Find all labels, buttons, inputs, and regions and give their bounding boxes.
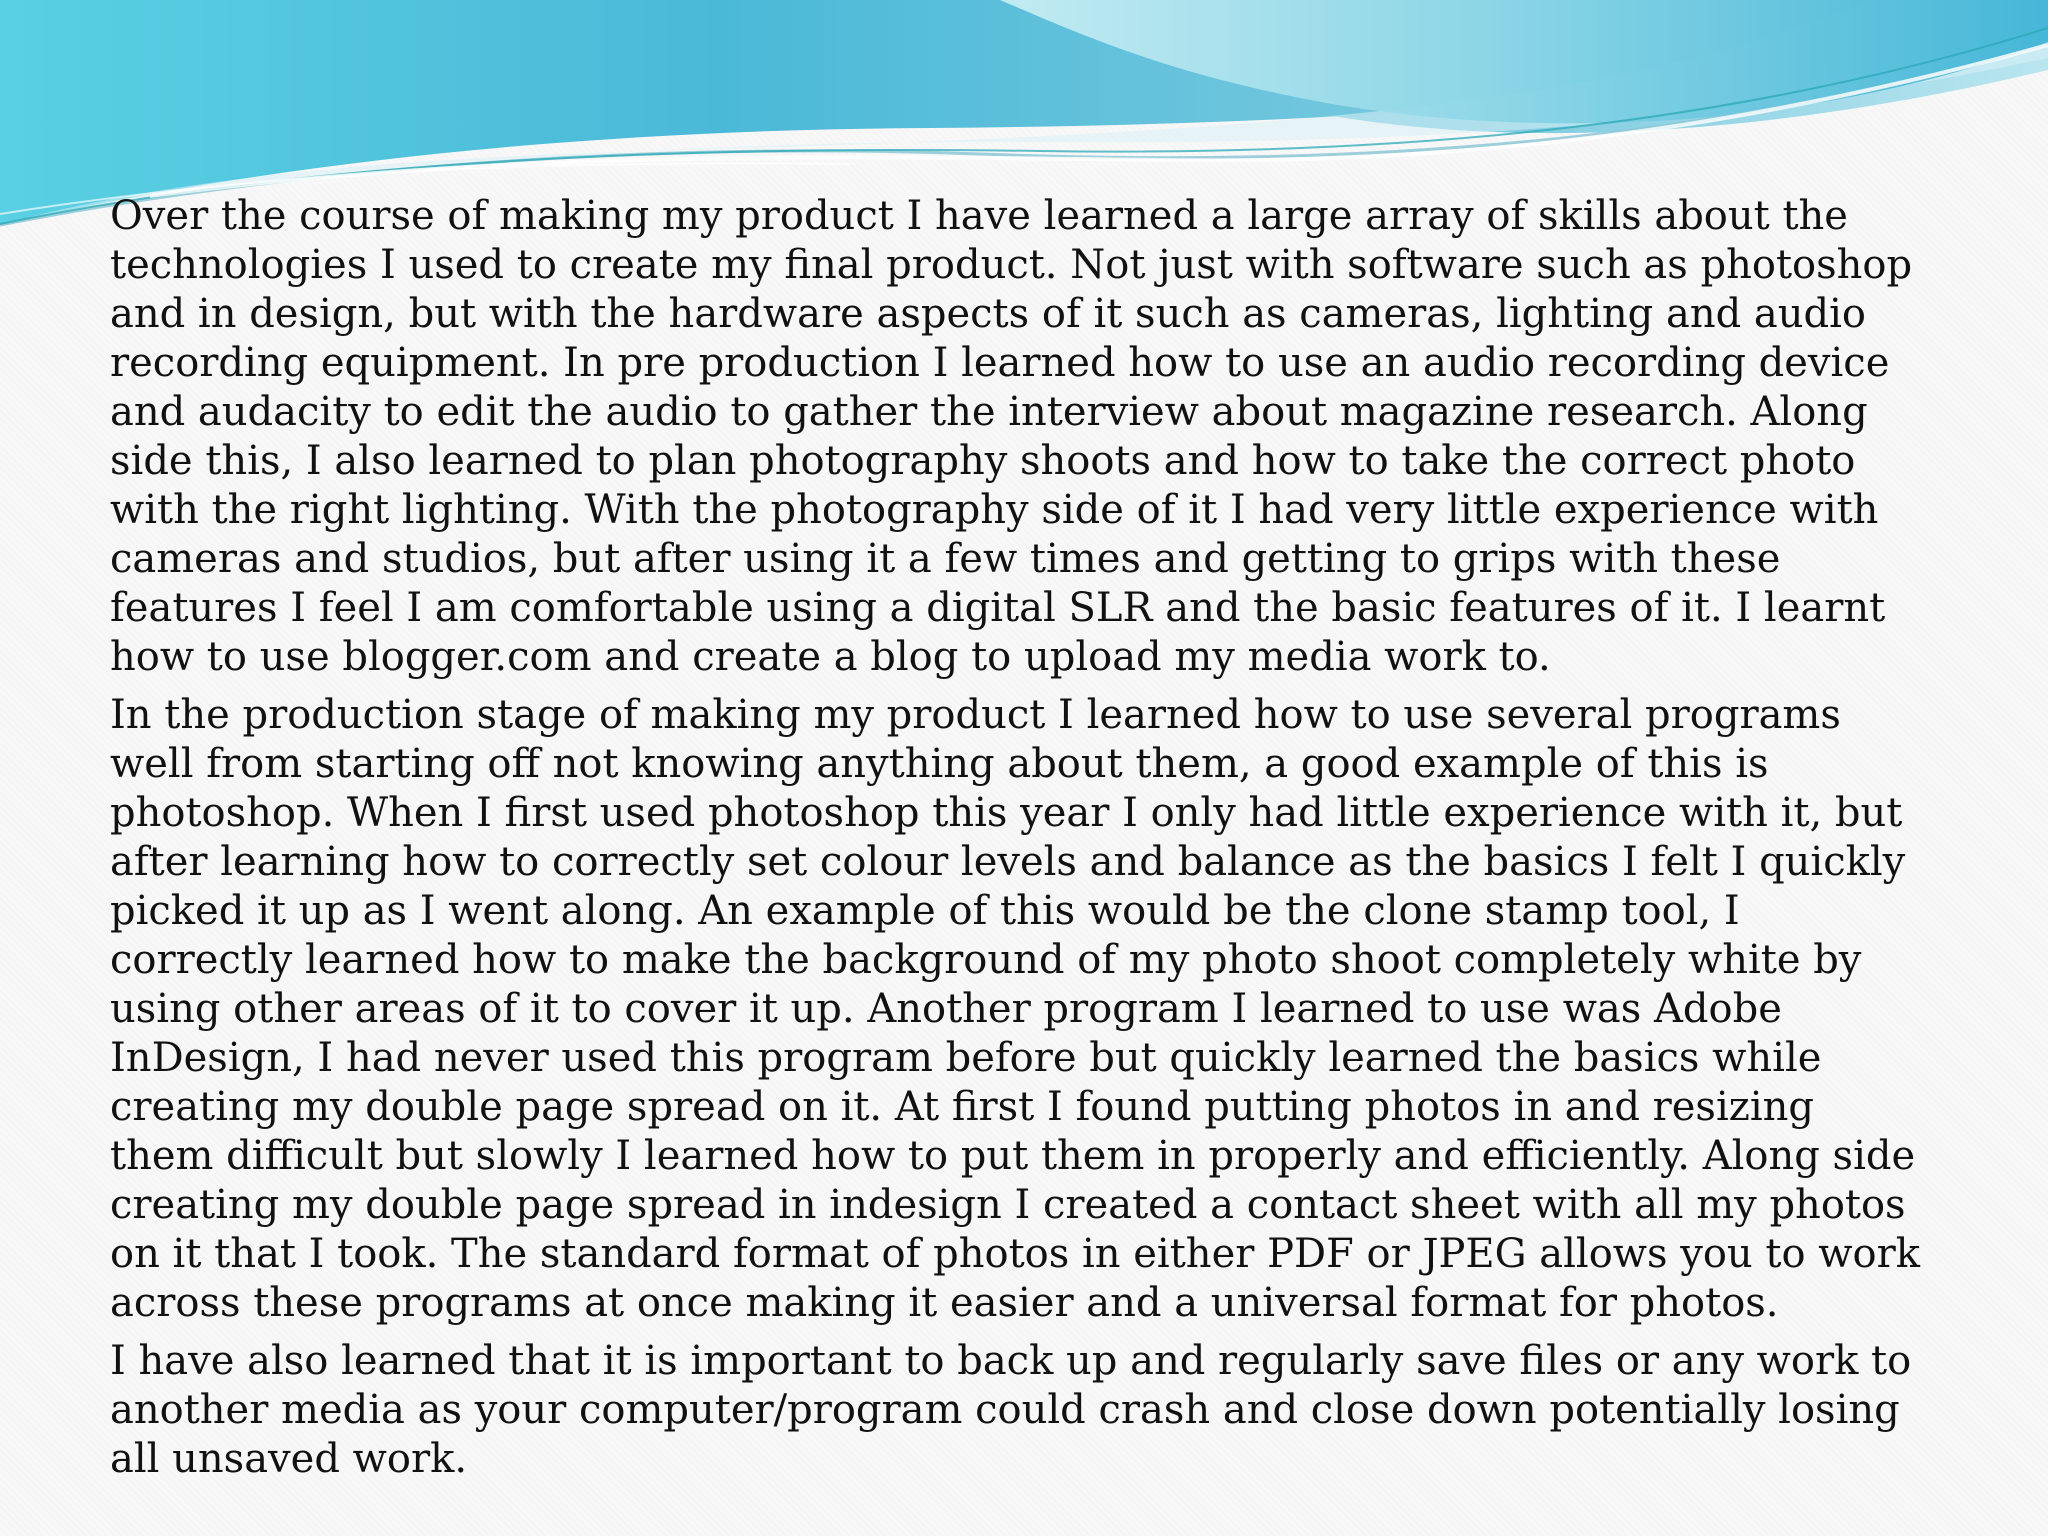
paragraph-pre-production: Over the course of making my product I have learned a large array of skills about the technologies I used to create my final product. Not just with software such as photoshop and in design, but with the hardware aspects of it such as cameras, lighting and audio recording equipment. In pre production I learned how to use an audio recording device and audacity to edit the audio to gather the interview about magazine research. Along side this, I also learned to plan photography shoots and how to take the correct photo with the right lighting. With the photography side of it I had very little experience with cameras and studios, but after using it a few times and getting to grips with these features I feel I am comfortable using a digital SLR and the basic features of it. I learnt how to use blogger.com and create a blog to upload my media work to. — [110, 193, 1913, 680]
paragraph-production: In the production stage of making my product I learned how to use several programs well from starting off not knowing anything about them, a good example of this is photoshop. When I first used photoshop this year I only had little experience with it, but after learning how to correctly set colour levels and balance as the basics I felt I quickly picked it up as I went along. An example of this would be the clone stamp tool, I correctly learned how to make the background of my photo shoot completely white by using other areas of it to cover it up. Another program I learned to use was Adobe InDesign, I had never used this program before but quickly learned the basics while creating my double page spread on it. At first I found putting photos in and resizing them difficult but slowly I learned how to put them in properly and efficiently. Along side creating my double page spread in indesign I created a contact sheet with all my photos on it that I took. The standard format of photos in either PDF or JPEG allows you to work across these programs at once making it easier and a universal format for photos. — [110, 692, 1920, 1326]
slide-body-text — [110, 192, 1930, 1493]
paragraph-backup: I have also learned that it is important to back up and regularly save files or any work to another media as your computer/program could crash and close down potentially losing all unsaved work. — [110, 1338, 1912, 1482]
